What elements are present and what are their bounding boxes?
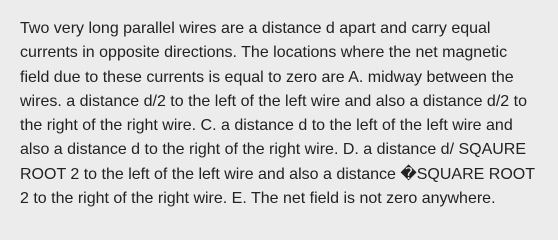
question-text: Two very long parallel wires are a distance d apart and carry equal currents in opposite directions. The locations where the net magnetic field due to these currents is equal to zero are A. midway between the wires. a distance d/2 to the left of the left wire and also a distance d/2 to the right of the right wire. C. a distance d to the left of the left wire and also a distance d to the right of the right wire. D. a distance d/ SQAURE ROOT 2 to the left of the left wire and also a distance �SQUARE ROOT 2 to the right of the right wire. E. The net field is not zero anywhere. xyxy=(20,20,535,208)
